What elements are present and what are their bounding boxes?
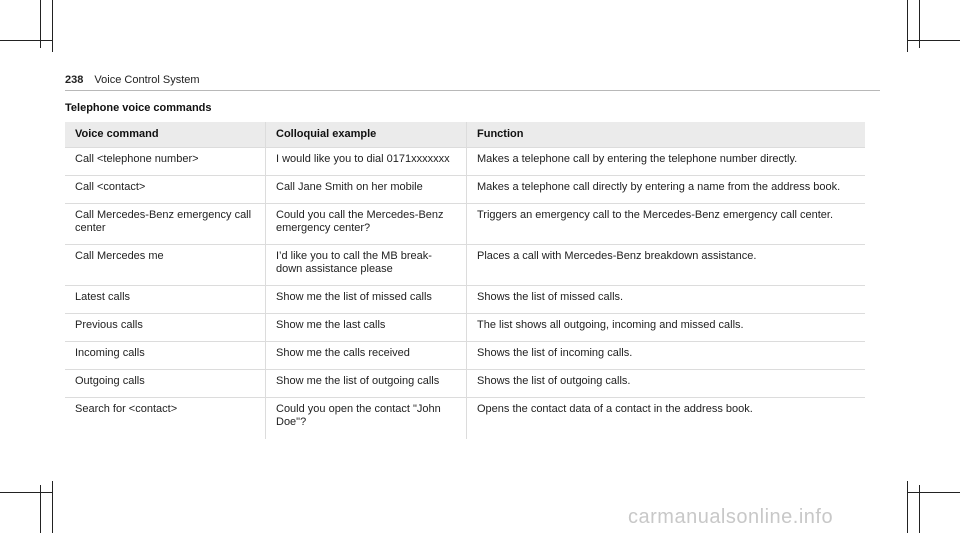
header-colloquial-example: Colloquial example	[266, 122, 467, 148]
page-number: 238	[65, 74, 84, 86]
table-row	[65, 398, 865, 440]
cell-voice-command: Call <contact>	[65, 176, 266, 204]
cell-function: Shows the list of outgoing calls.	[467, 370, 866, 398]
crop-mark	[0, 492, 52, 493]
cell-voice-command: Search for <contact>	[65, 398, 266, 440]
crop-mark	[0, 40, 52, 41]
header-function: Function	[467, 122, 866, 148]
table-row	[65, 342, 865, 370]
cell-function: The list shows all outgoing, incoming and missed calls.	[467, 314, 866, 342]
cell-colloquial-example: Show me the calls received	[266, 342, 467, 370]
table-row	[65, 286, 865, 314]
cell-colloquial-example: I would like you to dial 0171xxxxxxx	[266, 148, 467, 176]
cell-function: Shows the list of missed calls.	[467, 286, 866, 314]
crop-mark	[52, 481, 53, 533]
cell-colloquial-example: Could you call the Mercedes-Benz emergency center?	[266, 204, 467, 245]
cell-voice-command: Call Mercedes-Benz emergency call center	[65, 204, 266, 245]
table-row	[65, 176, 865, 204]
crop-mark	[52, 0, 53, 52]
cell-colloquial-example: Show me the list of outgoing calls	[266, 370, 467, 398]
cell-function: Triggers an emergency call to the Mercedes-Benz emergency call center.	[467, 204, 866, 245]
cell-colloquial-example: Could you open the contact "John Doe"?	[266, 398, 467, 440]
section-title: Telephone voice commands	[65, 102, 212, 114]
cell-colloquial-example: I’d like you to call the MB break-down assistance please	[266, 245, 467, 286]
cell-colloquial-example: Show me the last calls	[266, 314, 467, 342]
cell-voice-command: Outgoing calls	[65, 370, 266, 398]
cell-function: Makes a telephone call directly by entering a name from the address book.	[467, 176, 866, 204]
table-row	[65, 204, 865, 245]
voice-commands-table	[65, 122, 865, 439]
cell-voice-command: Call Mercedes me	[65, 245, 266, 286]
crop-mark	[908, 40, 960, 41]
cell-function: Places a call with Mercedes-Benz breakdown assistance.	[467, 245, 866, 286]
cell-voice-command: Latest calls	[65, 286, 266, 314]
table-row	[65, 370, 865, 398]
cell-function: Shows the list of incoming calls.	[467, 342, 866, 370]
cell-voice-command: Previous calls	[65, 314, 266, 342]
cell-colloquial-example: Call Jane Smith on her mobile	[266, 176, 467, 204]
table-row	[65, 245, 865, 286]
cell-function: Opens the contact data of a contact in the address book.	[467, 398, 866, 440]
table-row	[65, 314, 865, 342]
header-voice-command: Voice command	[65, 122, 266, 148]
chapter-title: Voice Control System	[94, 74, 200, 86]
header-divider	[65, 90, 880, 91]
cell-colloquial-example: Show me the list of missed calls	[266, 286, 467, 314]
crop-mark	[908, 492, 960, 493]
page-header	[65, 74, 880, 86]
watermark-text: carmanualsonline.info	[628, 506, 834, 528]
cell-voice-command: Incoming calls	[65, 342, 266, 370]
table-header-row	[65, 122, 865, 148]
table-row	[65, 148, 865, 176]
crop-mark	[907, 481, 908, 533]
crop-mark	[907, 0, 908, 52]
cell-function: Makes a telephone call by entering the telephone number directly.	[467, 148, 866, 176]
cell-voice-command: Call <telephone number>	[65, 148, 266, 176]
